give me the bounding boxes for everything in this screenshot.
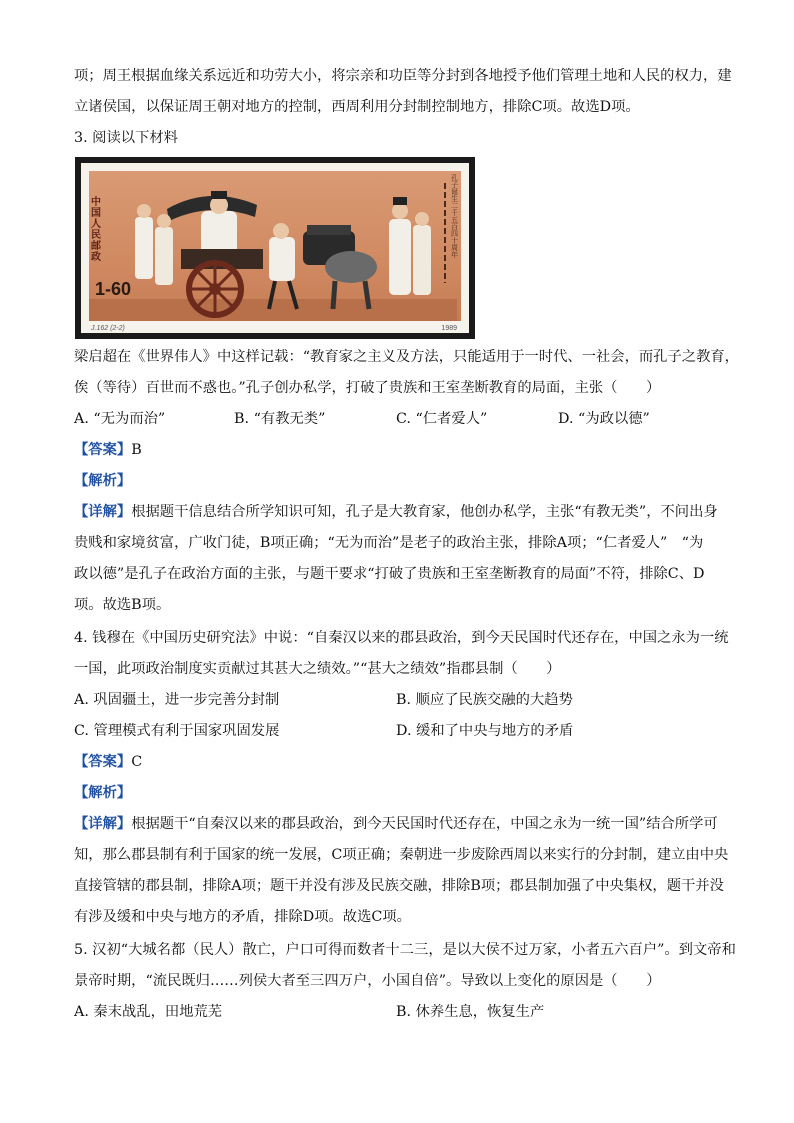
stamp-perforation-frame xyxy=(81,163,469,333)
question-4-stem: 4. 钱穆在《中国历史研究法》中说：“自秦汉以来的郡县政治，到今天民国时代还存在，中国之永为一统 xyxy=(74,630,729,646)
stamp-series-code: J.162 (2-2) xyxy=(91,325,125,332)
confucius-stamp-image xyxy=(75,157,475,339)
q4-answer-line xyxy=(74,752,734,772)
text-line: 有涉及缓和中央与地方的矛盾，排除D项。故选C项。 xyxy=(74,909,411,925)
q4-option-d: D. 缓和了中央与地方的矛盾 xyxy=(396,723,574,739)
stamp-year: 1989 xyxy=(441,325,457,332)
q3-analysis-line xyxy=(74,471,734,491)
q3-option-b: B. “有教无类” xyxy=(234,411,326,427)
question-5-stem: 5. 汉初“大城名都（民人）散亡，户口可得而数者十二三，是以大侯不过万家，小者五六百户”。到文帝和 xyxy=(74,942,736,958)
q4-option-b: B. 顺应了民族交融的大趋势 xyxy=(396,692,573,708)
q4-option-a: A. 巩固疆土，进一步完善分封制 xyxy=(74,692,280,708)
text-line: 贵贱和家境贫富，广收门徒，B项正确；“无为而治”是老子的政治主张，排除A项；“仁者爱人” “为 xyxy=(74,535,704,551)
q5-option-a: A. 秦末战乱，田地荒芜 xyxy=(74,1004,223,1020)
q3-answer-line xyxy=(74,440,734,460)
text-line: 直接管辖的郡县制，排除A项；题干并没有涉及民族交融，排除B项；郡县制加强了中央集权，题干并没 xyxy=(74,878,724,894)
stamp-artwork xyxy=(89,171,461,321)
detail-text: 根据题干信息结合所学知识可知，孔子是大教育家，他创办私学，主张“有教无类”，不问出身 xyxy=(131,504,718,520)
stamp-country-text: 中国人民邮政 xyxy=(91,197,101,263)
q4-analysis-line xyxy=(74,783,734,803)
analysis-tag: 【解析】 xyxy=(74,785,132,801)
text-line: 知，那么郡县制有利于国家的统一发展，C项正确；秦朝进一步废除西周以来实行的分封制，建立由中央 xyxy=(74,847,729,863)
detail-tag: 【详解】 xyxy=(74,816,132,832)
text-line: 项。故选B项。 xyxy=(74,597,171,613)
q3-detail-line xyxy=(74,502,734,522)
text-line: 立诸侯国，以保证周王朝对地方的控制，西周利用分封制控制地方，排除C项。故选D项。 xyxy=(74,99,640,115)
question-3-stem: 梁启超在《世界伟人》中这样记载：“教育家之主义及方法，只能适用于一时代、一社会，而孔子之教育， xyxy=(74,349,739,365)
q5-option-b: B. 休养生息，恢复生产 xyxy=(396,1004,545,1020)
detail-tag: 【详解】 xyxy=(74,504,132,520)
question-5-stem: 景帝时期，“流民既归……列侯大者至三四万户，小国自倍”。导致以上变化的原因是（ ） xyxy=(74,973,661,989)
question-3-stem: 俟（等待）百世而不惑也。”孔子创办私学，打破了贵族和王室垄断教育的局面，主张（ ） xyxy=(74,380,661,396)
q3-option-c: C. “仁者爱人” xyxy=(396,411,488,427)
q4-option-c: C. 管理模式有利于国家巩固发展 xyxy=(74,723,280,739)
text-line: 项；周王根据血缘关系远近和功劳大小，将宗亲和功臣等分封到各地授予他们管理土地和人民的权力，建 xyxy=(74,68,732,84)
analysis-tag: 【解析】 xyxy=(74,473,132,489)
q3-option-a: A. “无为而治” xyxy=(74,411,166,427)
detail-text: 根据题干“自秦汉以来的郡县政治，到今天民国时代还存在，中国之永为一统一国”结合所学可 xyxy=(131,816,718,832)
stamp-denomination: 1-60 xyxy=(95,279,132,299)
question-4-stem: 一国，此项政治制度实贡献过其甚大之绩效。”“甚大之绩效”指郡县制（ ） xyxy=(74,661,561,677)
answer-value: B xyxy=(131,442,142,458)
answer-tag: 【答案】 xyxy=(74,442,132,458)
q3-option-d: D. “为政以德” xyxy=(558,411,650,427)
question-3-title: 3. 阅读以下材料 xyxy=(74,130,178,146)
q4-detail-line xyxy=(74,814,734,834)
answer-tag: 【答案】 xyxy=(74,754,132,770)
answer-value: C xyxy=(131,754,143,770)
text-line: 政以德”是孔子在政治方面的主张，与题干要求“打破了贵族和王室垄断教育的局面”不符，排除C、D xyxy=(74,566,705,582)
stamp-illustration xyxy=(89,171,457,321)
stamp-side-caption: 孔子诞生二千五百四十周年 xyxy=(451,174,458,259)
